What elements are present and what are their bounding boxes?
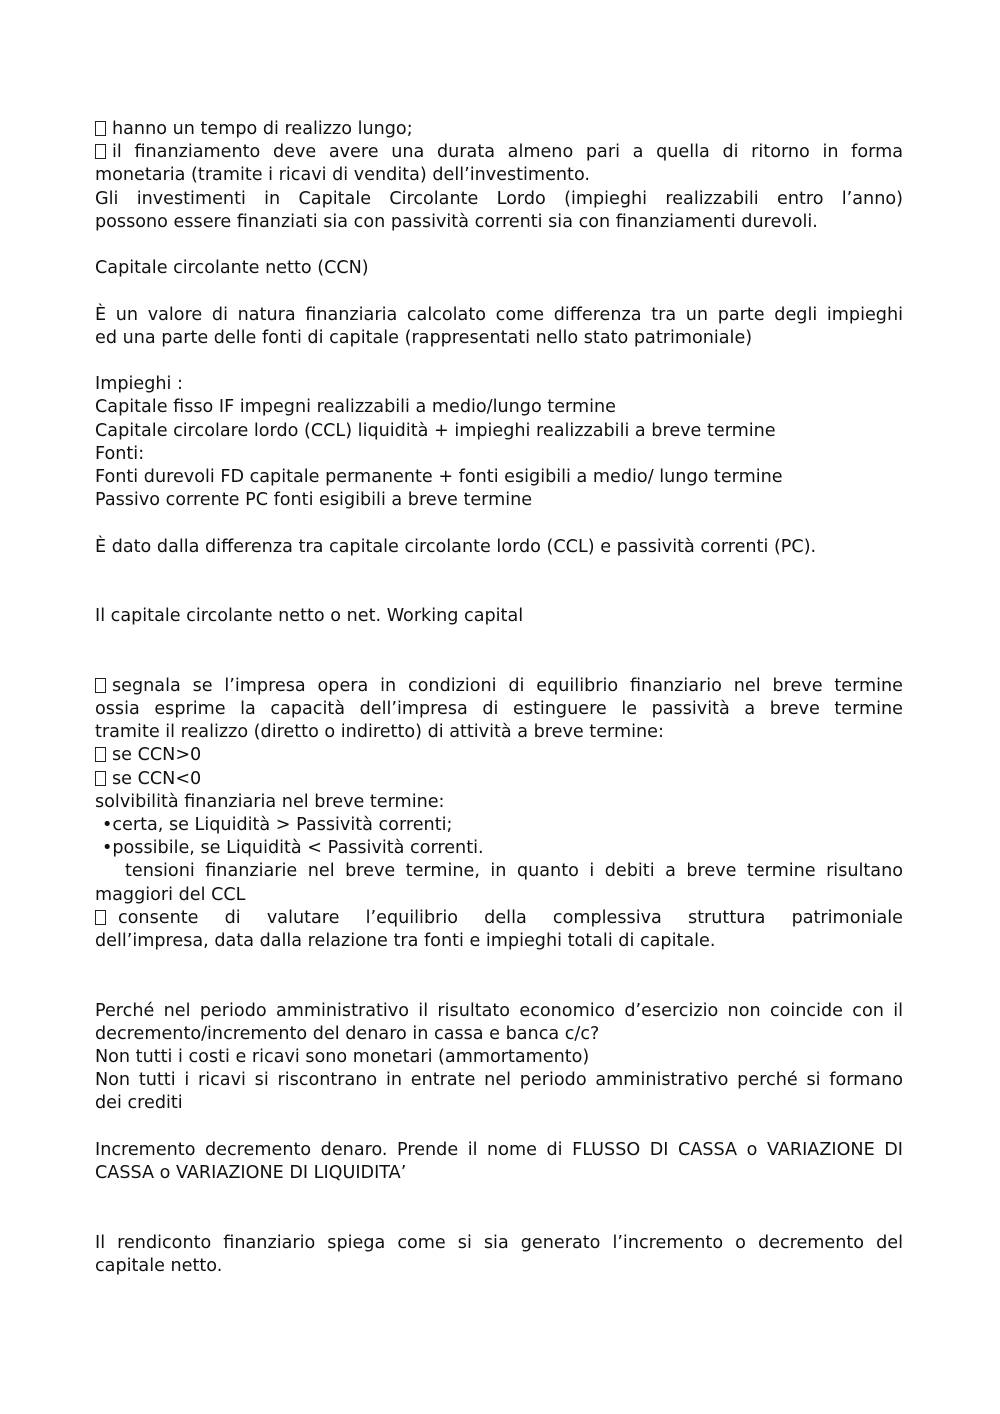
text-line: il finanziamento deve avere una durata almeno pari a quella di ritorno in forma xyxy=(95,141,903,164)
text-line: CASSA o VARIAZIONE DI LIQUIDITA’ xyxy=(95,1163,407,1184)
text-line: consente di valutare l’equilibrio della complessiva struttura patrimoniale xyxy=(95,907,903,930)
text-line: tramite il realizzo (diretto o indiretto) di attività a breve termine: xyxy=(95,722,664,743)
checkbox-glyph-icon xyxy=(95,144,106,159)
text-line: capitale netto. xyxy=(95,1255,223,1276)
text-line: Il rendiconto finanziario spiega come si sia generato l’incremento o decremento del xyxy=(95,1232,903,1253)
text-line: Incremento decremento denaro. Prende il nome di FLUSSO DI CASSA o VARIAZIONE DI xyxy=(95,1139,903,1160)
text-line: ossia esprime la capacità dell’impresa di estinguere le passività a breve termine xyxy=(95,698,903,719)
text-line: monetaria (tramite i ricavi di vendita) dell’investimento. xyxy=(95,165,590,186)
checkbox-glyph-icon xyxy=(95,121,106,136)
text-line: maggiori del CCL xyxy=(95,884,246,905)
text-line: Passivo corrente PC fonti esigibili a breve termine xyxy=(95,490,533,511)
text-line: dell’impresa, data dalla relazione tra fonti e impieghi totali di capitale. xyxy=(95,931,716,952)
text-line: segnala se l’impresa opera in condizioni di equilibrio finanziario nel breve termine xyxy=(95,675,903,698)
text-line: dei crediti xyxy=(95,1093,183,1114)
checkbox-glyph-icon xyxy=(95,747,106,762)
text-line: se CCN>0 xyxy=(95,744,903,767)
text-line: solvibilità finanziaria nel breve termine: xyxy=(95,791,445,812)
text-line: È dato dalla differenza tra capitale circolante lordo (CCL) e passività correnti (PC). xyxy=(95,536,817,557)
text-line: Gli investimenti in Capitale Circolante Lordo (impieghi realizzabili entro l’anno) xyxy=(95,188,903,209)
text-line: se CCN<0 xyxy=(95,768,903,791)
section-heading: Capitale circolante netto (CCN) xyxy=(95,258,369,279)
text-line: È un valore di natura finanziaria calcolato come differenza tra un parte degli impieghi xyxy=(95,304,903,325)
text-line: Capitale circolare lordo (CCL) liquidità + impieghi realizzabili a breve termine xyxy=(95,420,776,441)
text-line: decremento/incremento del denaro in cassa e banca c/c? xyxy=(95,1023,600,1044)
text-line: Fonti: xyxy=(95,443,145,464)
list-item: •certa, se Liquidità > Passività correnti; xyxy=(102,815,453,835)
text-line: Non tutti i ricavi si riscontrano in entrate nel periodo amministrativo perché si formano xyxy=(95,1070,903,1091)
list-item: •possibile, se Liquidità < Passività correnti. xyxy=(102,838,484,859)
text-line: tensioni finanziarie nel breve termine, in quanto i debiti a breve termine risultano xyxy=(125,861,903,882)
text-line: ed una parte delle fonti di capitale (rappresentati nello stato patrimoniale) xyxy=(95,327,753,348)
text-line: Fonti durevoli FD capitale permanente + fonti esigibili a medio/ lungo termine xyxy=(95,467,783,487)
text-line: Non tutti i costi e ricavi sono monetari (ammortamento) xyxy=(95,1047,590,1068)
checkbox-glyph-icon xyxy=(95,771,106,786)
text-line: Perché nel periodo amministrativo il risultato economico d’esercizio non coincide con il xyxy=(95,1000,903,1021)
text-line: Capitale fisso IF impegni realizzabili a medio/lungo termine xyxy=(95,397,616,418)
section-heading: Il capitale circolante netto o net. Working capital xyxy=(95,606,524,627)
text-line: hanno un tempo di realizzo lungo; xyxy=(95,118,903,141)
document-page xyxy=(95,118,903,1278)
text-line: possono essere finanziati sia con passività correnti sia con finanziamenti durevoli. xyxy=(95,211,818,232)
checkbox-glyph-icon xyxy=(95,678,106,693)
checkbox-glyph-icon xyxy=(95,910,106,925)
text-line: Impieghi : xyxy=(95,374,183,395)
